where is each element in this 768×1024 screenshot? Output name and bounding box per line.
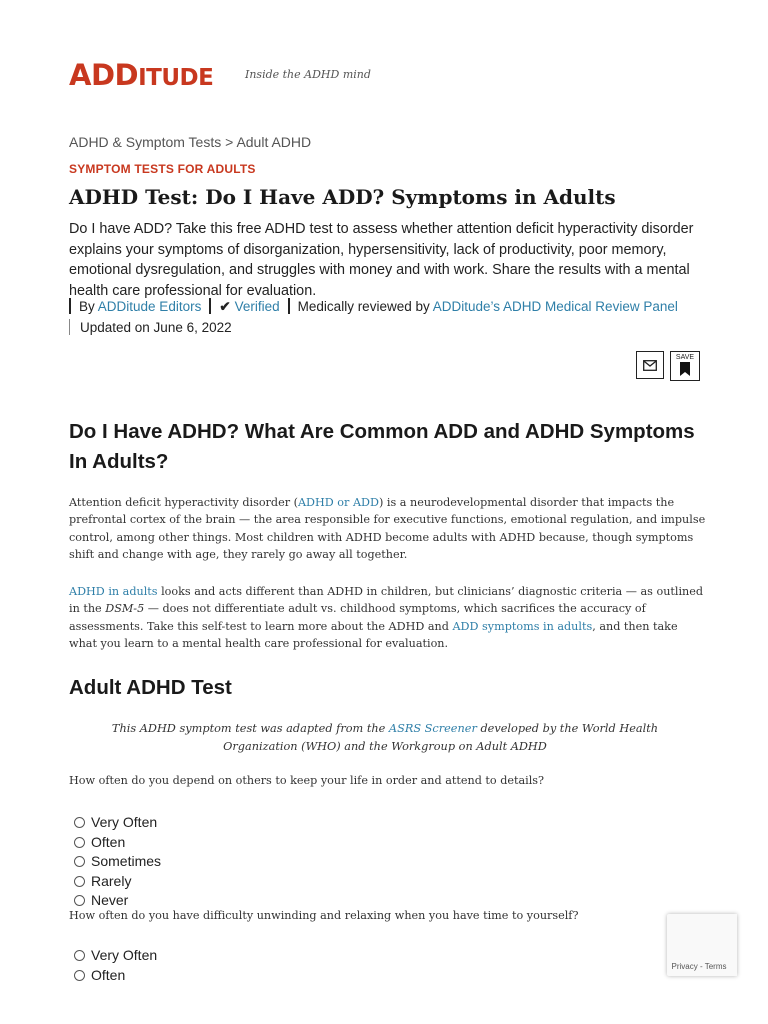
recaptcha-badge[interactable] xyxy=(667,914,737,976)
radio-button[interactable] xyxy=(74,950,85,961)
review-panel-link[interactable]: ADDitude’s ADHD Medical Review Panel xyxy=(432,299,678,314)
question-1: How often do you depend on others to keep your life in order and attend to details? xyxy=(69,774,545,787)
recaptcha-separator: - xyxy=(697,962,705,971)
option-label: Often xyxy=(91,967,126,983)
q1-option-very-often[interactable] xyxy=(74,813,157,833)
option-label: Very Often xyxy=(91,814,158,830)
asrs-screener-link[interactable]: ASRS Screener xyxy=(388,722,477,735)
verified-link[interactable]: Verified xyxy=(234,299,280,314)
intro-paragraph-1 xyxy=(69,494,709,563)
byline xyxy=(69,298,678,316)
q2-option-often[interactable] xyxy=(74,966,125,986)
option-label: Often xyxy=(91,833,126,850)
option-label: Sometimes xyxy=(91,853,162,869)
breadcrumb xyxy=(69,134,311,150)
radio-button[interactable] xyxy=(74,817,85,828)
logo-text-small: ITUDE xyxy=(138,65,214,91)
radio-button[interactable] xyxy=(74,856,85,867)
site-logo[interactable] xyxy=(69,58,213,95)
byline-divider xyxy=(209,298,211,314)
updated-text: Updated on June 6, 2022 xyxy=(80,320,232,335)
q1-option-sometimes[interactable] xyxy=(74,852,161,872)
logo-text-main: ADD xyxy=(69,58,139,92)
q1-option-rarely[interactable] xyxy=(74,872,131,892)
article-dek: Do I have ADD? Take this free ADHD test to assess whether attention deficit hyperactivity disorder explains your symptoms of disorganization, hypersensitivity, lack of productivity, poor memory, emotional dysregulation, and struggles with money and with work. Share the results with a mental health care professional for evaluation. xyxy=(69,221,694,299)
adhd-in-adults-link[interactable]: ADHD in adults xyxy=(69,585,158,598)
mail-icon xyxy=(643,360,657,371)
byline-divider xyxy=(69,319,70,335)
byline-divider xyxy=(69,298,71,314)
option-label: Very Often xyxy=(91,947,158,963)
section-heading-symptoms: Do I Have ADHD? What Are Common ADD and ADHD Symptoms In Adults? xyxy=(69,420,695,473)
question-2: How often do you have difficulty unwinding and relaxing when you have time to yourself? xyxy=(69,909,579,922)
text-span: This ADHD symptom test was adapted from the xyxy=(111,722,389,735)
test-source-note xyxy=(80,720,690,756)
breadcrumb-separator: > xyxy=(225,134,234,150)
email-share-button[interactable] xyxy=(636,351,664,379)
checkmark-icon: ✔ xyxy=(219,299,231,314)
radio-button[interactable] xyxy=(74,876,85,887)
recaptcha-terms-link[interactable]: Terms xyxy=(704,962,727,971)
byline-divider xyxy=(288,298,290,314)
radio-button[interactable] xyxy=(74,895,85,906)
q2-option-very-often[interactable] xyxy=(74,946,157,966)
text-span: Attention deficit hyperactivity disorder ( xyxy=(69,496,298,509)
option-label: Rarely xyxy=(91,872,132,889)
test-heading: Adult ADHD Test xyxy=(69,676,232,699)
recaptcha-privacy-link[interactable]: Privacy xyxy=(671,962,698,971)
byline-prefix: By xyxy=(79,299,95,314)
save-button[interactable] xyxy=(670,351,700,381)
updated-date xyxy=(69,319,232,337)
recaptcha-links xyxy=(667,962,731,971)
add-symptoms-link[interactable]: ADD symptoms in adults xyxy=(452,619,593,633)
text-span: ) is a neurodevelopmental disorder that impacts the prefrontal cortex of the brain — the area responsible for executive functions, emotional regulation, and impulse control, among other things. Most children with ADHD become adults with ADHD because, though symptoms shift and change with age, they rarely go away all together. xyxy=(69,496,706,561)
text-span: looks and acts different than ADHD in children, but clinicians’ diagnostic criteria — as outlined in the xyxy=(69,585,704,616)
page-title: ADHD Test: Do I Have ADD? Symptoms in Adults xyxy=(69,185,616,209)
breadcrumb-item-adult-adhd[interactable]: Adult ADHD xyxy=(236,134,312,150)
dsm5-emphasis: DSM-5 xyxy=(105,602,145,616)
site-tagline: Inside the ADHD mind xyxy=(245,68,371,81)
intro-paragraph-2 xyxy=(69,583,709,652)
adhd-or-add-link[interactable]: ADHD or ADD xyxy=(297,496,379,509)
option-label: Never xyxy=(91,892,129,908)
radio-button[interactable] xyxy=(74,970,85,981)
text-span: developed by the World Health Organization (WHO) and the Workgroup on Adult ADHD xyxy=(223,722,659,753)
text-span: , and then take what you learn to a mental health care professional for evaluation. xyxy=(69,619,678,650)
bookmark-icon xyxy=(680,362,690,376)
q1-option-often[interactable] xyxy=(74,833,125,853)
radio-button[interactable] xyxy=(74,837,85,848)
reviewed-by-label: Medically reviewed by xyxy=(297,299,430,314)
author-link[interactable]: ADDitude Editors xyxy=(97,299,202,314)
save-label: SAVE xyxy=(675,354,695,361)
text-span: — does not differentiate adult vs. childhood symptoms, which sacrifices the accuracy of assessments. Take this self-test to learn more about the ADHD and xyxy=(69,602,646,633)
breadcrumb-item-symptom-tests[interactable]: ADHD & Symptom Tests xyxy=(69,134,222,150)
article-category[interactable]: SYMPTOM TESTS FOR ADULTS xyxy=(69,162,256,176)
q1-option-never[interactable] xyxy=(74,891,128,911)
